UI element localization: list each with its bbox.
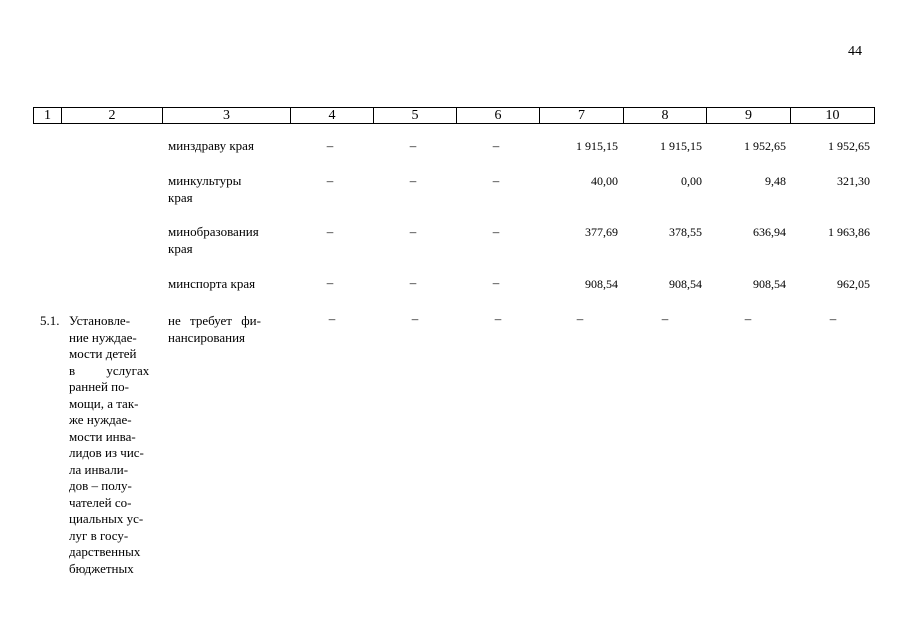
description-line: Установле- (69, 313, 131, 328)
column-header: 1 (34, 108, 62, 124)
item-number: 5.1. (40, 313, 60, 328)
value-cell: 1 963,86 (828, 225, 870, 239)
column-header: 9 (707, 108, 791, 124)
value-cell: – (492, 224, 500, 239)
column-header: 8 (624, 108, 707, 124)
value-cell: 0,00 (681, 174, 702, 188)
funding-recipient: минспорта края (168, 276, 256, 291)
funding-recipient: минобразования края (168, 224, 259, 256)
description-line: ранней по- (69, 379, 129, 394)
value-cell: 377,69 (585, 225, 618, 239)
value-cell: – (326, 138, 334, 153)
item-description (69, 313, 158, 577)
value-cell: – (409, 138, 417, 153)
description-line: дарственных (69, 544, 141, 559)
description-line: же нуждае- (69, 412, 132, 427)
value-cell: – (744, 311, 752, 326)
value-cell: 1 915,15 (660, 139, 702, 153)
description-line: мости инва- (69, 428, 136, 444)
value-cell: – (492, 173, 500, 188)
description-line: луг в госу- (69, 527, 129, 543)
value-cell: – (328, 311, 336, 326)
value-cell: 908,54 (753, 277, 786, 291)
value-cell: – (829, 311, 837, 326)
description-line: лидов из чис- (69, 445, 144, 460)
value-cell: 378,55 (669, 225, 702, 239)
value-cell: 321,30 (837, 174, 870, 188)
column-header: 2 (62, 108, 163, 124)
funding-recipient: минкультуры края (168, 173, 242, 205)
value-cell: 9,48 (765, 174, 786, 188)
value-cell: – (411, 311, 419, 326)
table-header (33, 107, 875, 124)
value-cell: 962,05 (837, 277, 870, 291)
value-cell: 908,54 (585, 277, 618, 291)
funding-line: не требует фи- (168, 313, 261, 328)
value-cell: 1 915,15 (576, 139, 618, 153)
funding-recipient: минздраву края (168, 138, 254, 153)
value-cell: 40,00 (591, 174, 618, 188)
description-line: дов – полу- (69, 478, 132, 493)
description-line: в услугах (69, 362, 150, 378)
value-cell: 1 952,65 (828, 139, 870, 153)
funding-source (168, 313, 288, 346)
description-line: бюджетных (69, 560, 134, 576)
value-cell: – (409, 173, 417, 188)
description-line: ла инвали- (69, 461, 129, 477)
value-cell: – (326, 224, 334, 239)
value-cell: – (492, 275, 500, 290)
value-cell: – (409, 224, 417, 239)
description-line: мости детей (69, 346, 137, 361)
column-header: 7 (540, 108, 624, 124)
value-cell: 636,94 (753, 225, 786, 239)
value-cell: 908,54 (669, 277, 702, 291)
description-line: циальных ус- (69, 511, 144, 526)
value-cell: – (492, 138, 500, 153)
column-header: 5 (374, 108, 457, 124)
value-cell: – (326, 275, 334, 290)
column-header: 10 (791, 108, 875, 124)
description-line: ние нуждае- (69, 329, 137, 345)
column-header: 4 (291, 108, 374, 124)
value-cell: – (494, 311, 502, 326)
value-cell: – (576, 311, 584, 326)
value-cell: – (409, 275, 417, 290)
funding-line: нансирования (168, 329, 246, 345)
column-header: 6 (457, 108, 540, 124)
column-header: 3 (163, 108, 291, 124)
value-cell: – (661, 311, 669, 326)
value-cell: 1 952,65 (744, 139, 786, 153)
value-cell: – (326, 173, 334, 188)
page-number: 44 (848, 44, 862, 59)
description-line: мощи, а так- (69, 395, 139, 411)
description-line: чателей со- (69, 494, 132, 510)
